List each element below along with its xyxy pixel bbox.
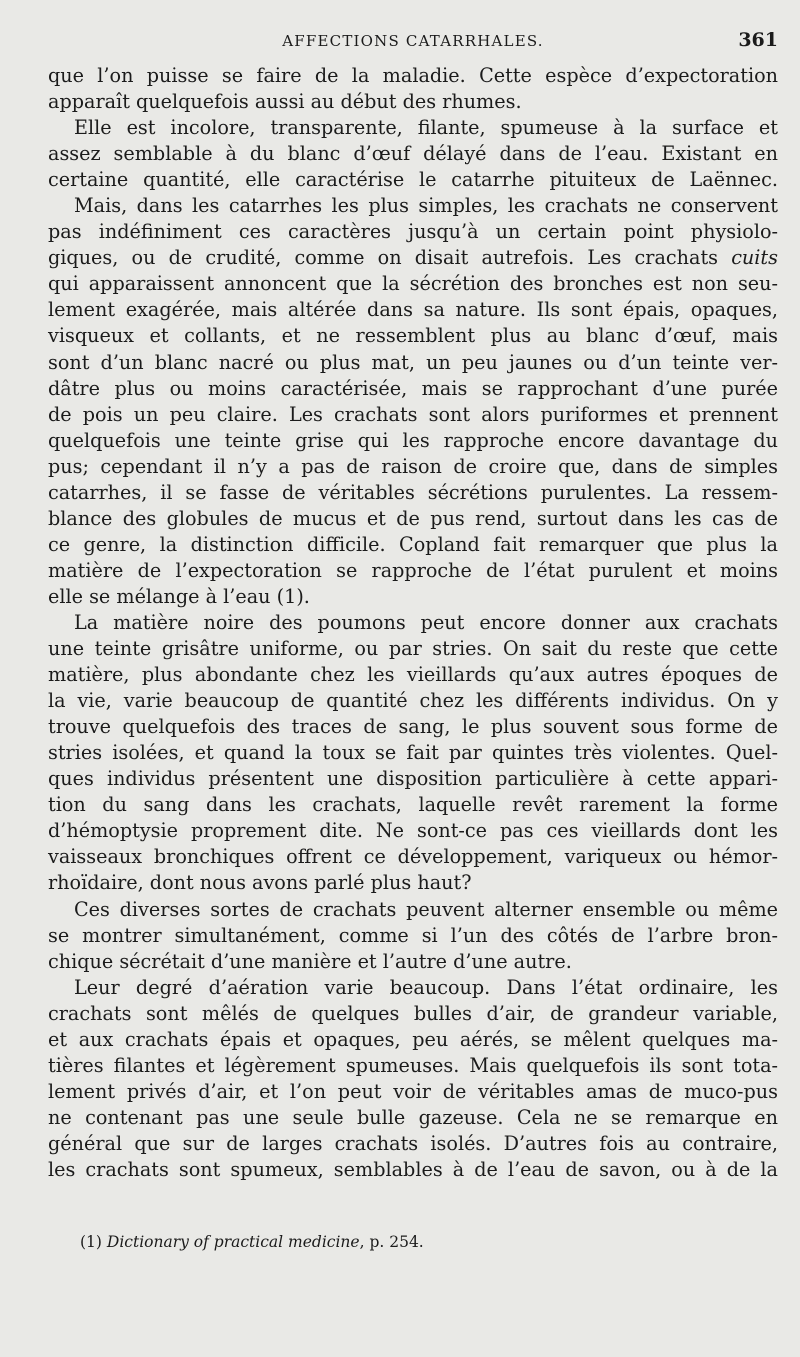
text-line: catarrhes, il se fasse de véritables sécrétions purulentes. La ressem-: [48, 480, 778, 504]
text-line: Mais, dans les catarrhes les plus simples, les crachats ne conservent: [74, 194, 778, 218]
footnote-title: Dictionary of practical medicine: [106, 1233, 360, 1251]
text-line: blance des globules de mucus et de pus rend, surtout dans les cas de: [48, 506, 778, 530]
footnote-marker: (1): [80, 1233, 102, 1251]
text-line: les crachats sont spumeux, semblables à de l’eau de savon, ou à de la: [48, 1157, 778, 1181]
text-line: Elle est incolore, transparente, filante, spumeuse à la surface et: [74, 116, 778, 140]
text-line: chique sécrétait d’une manière et l’autre d’une autre.: [48, 949, 572, 973]
text-line: La matière noire des poumons peut encore donner aux crachats: [74, 610, 778, 634]
text-line: ques individus présentent une disposition particulière à cette appari-: [48, 767, 778, 791]
text-line: pus; cependant il n’y a pas de raison de croire que, dans de simples: [48, 454, 778, 478]
text-line: matière de l’expectoration se rapproche de l’état purulent et moins: [48, 558, 778, 582]
text-line: la vie, varie beaucoup de quantité chez les différents individus. On y: [48, 689, 778, 713]
body-text: [48, 63, 778, 1183]
text-line: se montrer simultanément, comme si l’un des côtés de l’arbre bron-: [48, 923, 778, 947]
text-line: ce genre, la distinction difficile. Copland fait remarquer que plus la: [48, 532, 778, 556]
running-title: AFFECTIONS CATARRHALES.: [282, 32, 544, 50]
text-line: lement exagérée, mais altérée dans sa nature. Ils sont épais, opaques,: [48, 298, 778, 322]
text-line: giques, ou de crudité, comme on disait autrefois. Les crachats cuits: [48, 246, 778, 270]
page-number: 361: [738, 29, 778, 51]
text-line: apparaît quelquefois aussi au début des rhumes.: [48, 90, 522, 114]
text-line: certaine quantité, elle caractérise le catarrhe pituiteux de Laënnec.: [48, 168, 778, 192]
footnote-page-ref: , p. 254.: [359, 1233, 424, 1251]
text-line: crachats sont mêlés de quelques bulles d’air, de grandeur variable,: [48, 1001, 778, 1025]
text-line: d’hémoptysie proprement dite. Ne sont-ce pas ces vieillards dont les: [48, 819, 778, 843]
text-line: de pois un peu claire. Les crachats sont alors puriformes et prennent: [48, 402, 778, 426]
text-line: vaisseaux bronchiques offrent ce développement, variqueux ou hémor-: [48, 845, 778, 869]
text-line: stries isolées, et quand la toux se fait par quintes très violentes. Quel-: [48, 741, 778, 765]
text-line: assez semblable à du blanc d’œuf délayé dans de l’eau. Existant en: [48, 142, 778, 166]
text-line: Ces diverses sortes de crachats peuvent alterner ensemble ou même: [74, 897, 778, 921]
text-line: quelquefois une teinte grise qui les rapproche encore davantage du: [48, 428, 778, 452]
text-line: pas indéfiniment ces caractères jusqu’à un certain point physiolo-: [48, 220, 778, 244]
text-line: sont d’un blanc nacré ou plus mat, un peu jaunes ou d’un teinte ver-: [48, 350, 778, 374]
text-line: rhoïdaire, dont nous avons parlé plus haut?: [48, 871, 472, 895]
page-header: [48, 29, 778, 56]
text-line: elle se mélange à l’eau (1).: [48, 584, 310, 608]
text-line: tières filantes et légèrement spumeuses. Mais quelquefois ils sont tota-: [48, 1053, 778, 1077]
text-line: visqueux et collants, et ne ressemblent plus au blanc d’œuf, mais: [48, 324, 778, 348]
text-line: et aux crachats épais et opaques, peu aérés, se mêlent quelques ma-: [48, 1027, 778, 1051]
text-line: tion du sang dans les crachats, laquelle revêt rarement la forme: [48, 793, 778, 817]
text-line: général que sur de larges crachats isolés. D’autres fois au contraire,: [48, 1131, 778, 1155]
italic-word: cuits: [731, 246, 778, 270]
footnote: [80, 1233, 424, 1251]
text-line: ne contenant pas une seule bulle gazeuse. Cela ne se remarque en: [48, 1105, 778, 1129]
text-line: trouve quelquefois des traces de sang, le plus souvent sous forme de: [48, 715, 778, 739]
text-line: qui apparaissent annoncent que la sécrétion des bronches est non seu-: [48, 272, 778, 296]
text-line: dâtre plus ou moins caractérisée, mais se rapprochant d’une purée: [48, 376, 778, 400]
text-line: que l’on puisse se faire de la maladie. Cette espèce d’expectoration: [48, 64, 778, 87]
text-line: matière, plus abondante chez les vieillards qu’aux autres époques de: [48, 663, 778, 687]
text-line: une teinte grisâtre uniforme, ou par stries. On sait du reste que cette: [48, 637, 778, 661]
text-line: Leur degré d’aération varie beaucoup. Dans l’état ordinaire, les: [74, 975, 778, 999]
text-line: lement privés d’air, et l’on peut voir de véritables amas de muco-pus: [48, 1079, 778, 1103]
